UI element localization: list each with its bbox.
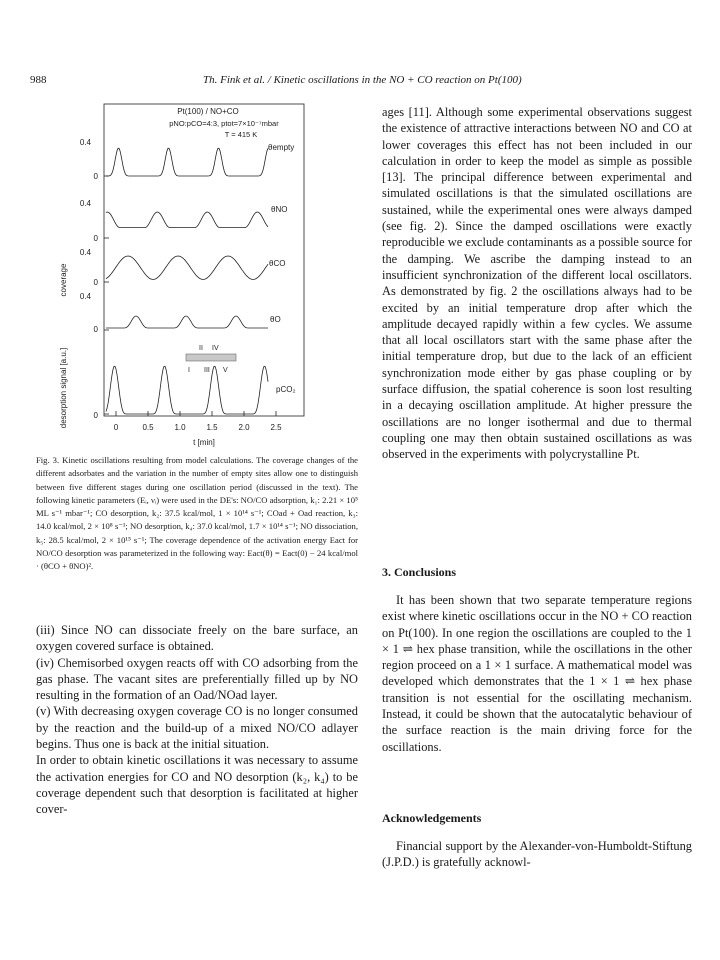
- panel-curves: [104, 148, 276, 416]
- x-tick-label: 0: [113, 423, 119, 432]
- panel-label-co: θCO: [269, 259, 286, 268]
- tick-label-0.4-c: 0.4: [79, 248, 91, 257]
- tick-label-0.4-b: 0.4: [79, 199, 91, 208]
- x-tick-label: 2.0: [238, 423, 250, 432]
- page-header: [30, 74, 670, 90]
- stage-marker-bar: [186, 354, 236, 361]
- stage-label-V: V: [223, 367, 228, 374]
- section-heading-acknowledgements: Acknowledgements: [382, 811, 482, 825]
- tick-label-0-e: 0: [93, 411, 98, 420]
- panel-label-empty: θempty: [268, 143, 295, 152]
- figure-title: Pt(100) / NO+CO: [177, 107, 239, 116]
- panel-label-o: θO: [270, 315, 281, 324]
- panel-label-pco2: pCO₂: [276, 385, 296, 394]
- paragraph: In order to obtain kinetic oscillations it was necessary to assume the activation energies for CO and NO desorption (k₂, k₄) to be coverage dependent such that desorption is facilitated at higher cover-: [36, 753, 358, 817]
- paragraph: (v) With decreasing oxygen coverage CO is no longer consumed by the reaction and the build-up of a mixed NO/CO adlayer begins. Thus one is back at the initial situation.: [36, 704, 358, 752]
- tick-label-0.4-d: 0.4: [79, 292, 91, 301]
- panel-label-no: θNO: [271, 205, 288, 214]
- panel-curve-3: [106, 316, 268, 328]
- page-number: 988: [30, 74, 47, 86]
- x-tick-label: 1.0: [174, 423, 186, 432]
- y-axis-label-coverage: coverage: [59, 263, 68, 297]
- x-tick-label: 0.5: [142, 423, 154, 432]
- panel-curve-2: [106, 256, 268, 279]
- paragraph: (iv) Chemisorbed oxygen reacts off with CO adsorbing from the gas phase. The vacant sites are preferentially filled up by NO resulting in the formation of an Oad/NOad layer.: [36, 655, 358, 703]
- stage-label-III: III: [204, 367, 210, 374]
- panel-curve-1: [106, 212, 268, 228]
- tick-label-0.4-a: 0.4: [79, 138, 91, 147]
- stage-label-I: I: [188, 367, 190, 374]
- y-axis-label-desorption: desorption signal [a.u.]: [59, 347, 68, 429]
- tick-label-0-c: 0: [93, 278, 98, 287]
- stage-label-IV: IV: [212, 345, 219, 352]
- figure-caption: [36, 454, 358, 574]
- panel-curve-0: [106, 148, 268, 176]
- figure-condition-temperature: T = 415 K: [224, 130, 258, 139]
- tick-label-0-a: 0: [93, 172, 98, 181]
- x-tick-label: 1.5: [206, 423, 218, 432]
- paragraph: Financial support by the Alexander-von-Humboldt-Stiftung (J.P.D.) is gratefully acknowl-: [382, 839, 692, 870]
- running-title: Th. Fink et al. / Kinetic oscillations in the NO + CO reaction on Pt(100): [203, 74, 522, 86]
- caption-text: Fig. 3. Kinetic oscillations resulting from model calculations. The coverage changes of the different adsorbates and the variation in the number of empty sites allow one to distinguish between five different stages during one oscillation period (discussed in the text). The following kinetic parameters (Eᵢ, νᵢ) were used in the DE's: NO/CO adsorption, k₁: 2.21 × 10⁵ ML s⁻¹ mbar⁻¹; CO desorption, k₂: 37.5 kcal/mol, 1 × 10¹⁴ s⁻¹; COad + Oad reaction, k₃: 14.0 kcal/mol, 2 × 10⁸ s⁻¹; NO desorption, k₄: 37.0 kcal/mol, 1.7 × 10¹⁴ s⁻¹; NO dissociation, k₅: 28.5 kcal/mol, 2 × 10¹⁵ s⁻¹; The coverage dependence of the activation energy Eact for NO/CO desorption was parameterized in the following way: Eact(θ) = Eact(0) − 24 kcal/mol · (θCO + θNO)².: [36, 455, 358, 572]
- x-axis-label: t [min]: [193, 438, 215, 447]
- figure-3-plot: [36, 100, 356, 450]
- figure-3: [36, 100, 356, 450]
- tick-label-0-d: 0: [93, 325, 98, 334]
- tick-label-0-b: 0: [93, 234, 98, 243]
- left-column-text: [36, 622, 358, 818]
- paragraph: It has been shown that two separate temperature regions exist where kinetic oscillations occur in the NO + CO reaction on Pt(100). In one region the oscillations are coupled to the 1 × 1 ⇌ hex phase transition, while the oscillations in the other region proceed on a 1 × 1 surface. A mathematical model was developed which demonstrates that the 1 × 1 ⇌ hex phase transition is not essential for the oscillating mechanism. Instead, it could be shown that the autocatalytic behaviour of the surface reaction is the main driving force for the oscillations.: [382, 593, 692, 754]
- section-heading-conclusions: 3. Conclusions: [382, 565, 457, 579]
- paragraph: (iii) Since NO can dissociate freely on the bare surface, an oxygen covered surface is obtained.: [36, 623, 358, 654]
- stage-label-II: II: [199, 345, 203, 352]
- figure-condition-pressure: pNO:pCO=4:3, ptot=7×10⁻⁷mbar: [169, 119, 279, 128]
- paragraph: ages [11]. Although some experimental observations suggest the existence of attractive interactions between NO and CO at lower coverages this effect has not been included in our calculation in order to keep the model as simple as possible [13]. The principal difference between experimental and simulated oscillations is that the simulated oscillations are sustained, while the experimental ones were always damped (see fig. 2). Since the damped oscillations were exactly reproducible we exclude contaminants as a possible source for the damping. We ascribe the damping instead to an insufficient synchronization of the different local oscillators. As demonstrated by fig. 2 the oscillations always had to be excited by an initial temperature drop after which the amplitude decayed rapidly within a few cycles. We assume that all local oscillators start with the same phase after the initial temperature drop, but due to the lack of an efficient synchronization mode either by gas phase coupling or by surface diffusion, the spatial coherence is soon lost resulting in a decaying oscillation amplitude. At higher pressure the oscillations are no longer isothermal and due to thermal coupling one may then obtain sustained oscillations as was observed in the experiments with polycrystalline Pt.: [382, 105, 692, 462]
- panel-curve-4: [106, 366, 268, 414]
- x-tick-label: 2.5: [270, 423, 282, 432]
